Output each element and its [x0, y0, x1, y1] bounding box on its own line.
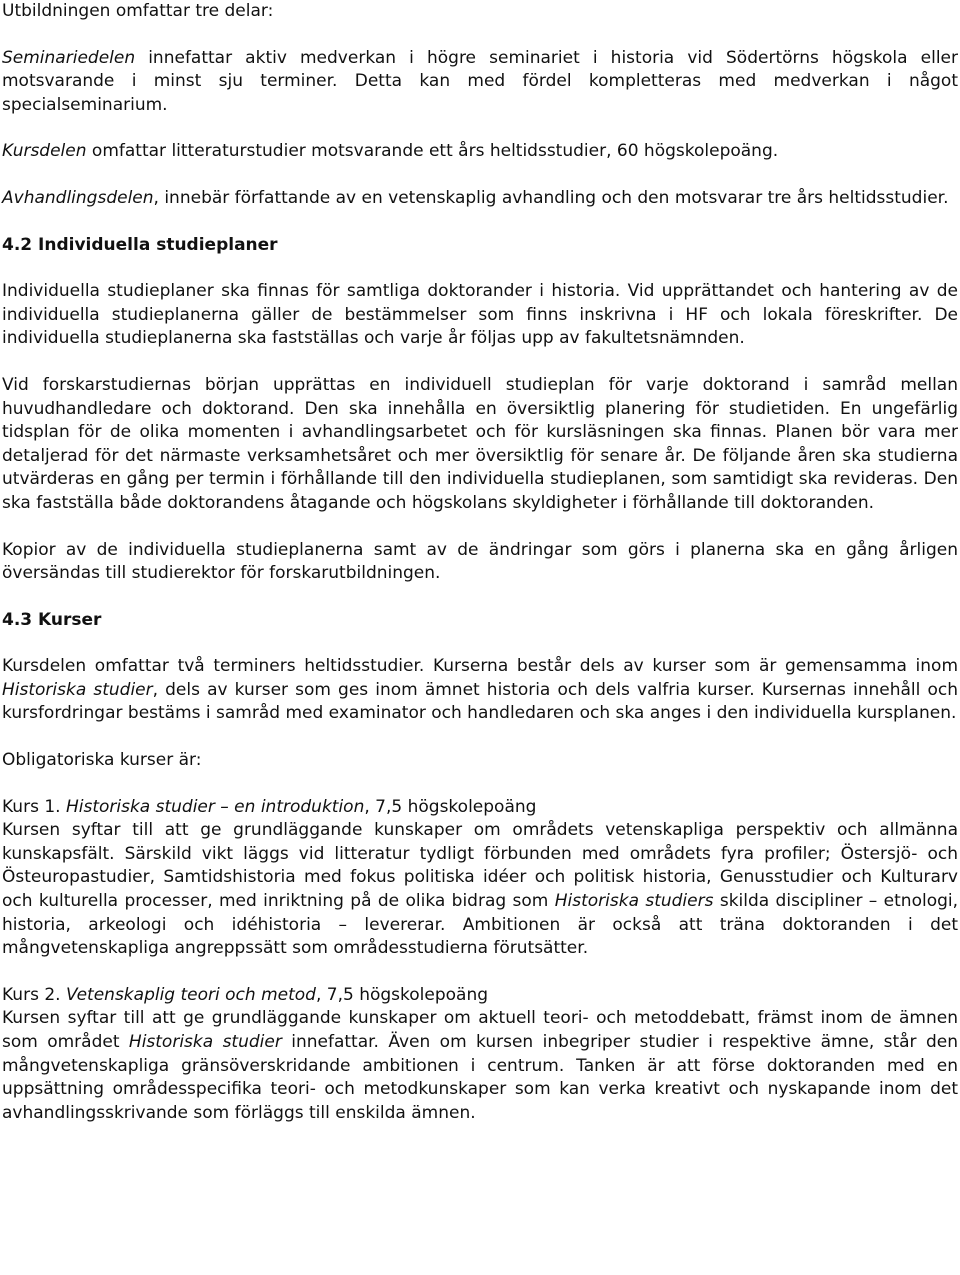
seminar-term: Seminariedelen	[2, 47, 136, 68]
thesis-part-paragraph	[2, 187, 958, 211]
course-part-term: Kursdelen	[2, 141, 87, 162]
course-1-emphasis: Historiska studiers	[554, 891, 714, 912]
document-page	[2, 0, 958, 1125]
study-plan-paragraph-3: Kopior av de individuella studieplanerna samt av de ändringar som görs i planerna ska en gång årligen översändas till studierektor för forskarutbildningen.	[2, 539, 958, 584]
course-2-text-b: innefattar. Även om kursen inbegriper studier i respektive ämne, står den mångvetenskapliga gränsöverskridande ambitionen i centrum. Tanken är att förse doktoranden med en uppsättning områdesspecifika teori- och metodkunskaper som kan verka kreativt och nyskapande inom det avhandlingsskrivande som förläggs till enskilda ämnen.	[2, 1032, 958, 1123]
course-2-title-line	[2, 984, 958, 1008]
course-1-title: Historiska studier – en introduktion	[65, 796, 365, 817]
course-2-title: Vetenskaplig teori och metod	[65, 984, 316, 1005]
course-part-text: omfattar litteraturstudier motsvarande ett års heltidsstudier, 60 högskolepoäng.	[86, 141, 779, 162]
study-plan-paragraph-2: Vid forskarstudiernas början upprättas en individuell studieplan för varje doktorand i samråd mellan huvudhandledare och doktorand. Den ska innehålla en översiktlig planering för studietiden. En ungefärlig tidsplan för de olika momenten i avhandlingsarbetet och för kursläsningen ska finnas. Planen bör vara mer detaljerad för det närmaste verksamhetsåret och mer översiktlig för senare år. De följande åren ska studierna utvärderas en gång per termin i förhållande till den individuella studieplanen, som samtidigt ska revideras. Den ska fastställa både doktorandens åtagande och högskolans skyldigheter i förhållande till doktoranden.	[2, 374, 958, 513]
course-2-description	[2, 1007, 958, 1125]
seminar-text: innefattar aktiv medverkan i högre seminariet i historia vid Södertörns högskola eller motsvarande i minst sju terminer. Detta kan med fördel kompletteras med medverkan i något specialseminarium.	[2, 47, 958, 115]
seminar-paragraph	[2, 47, 958, 118]
section-4-3-heading: 4.3 Kurser	[2, 609, 102, 630]
course-1-credits: , 7,5 högskolepoäng	[364, 796, 537, 817]
course-2-emphasis: Historiska studier	[128, 1032, 282, 1052]
obligatory-courses-label: Obligatoriska kurser är:	[2, 750, 202, 771]
course-part-paragraph	[2, 140, 958, 164]
course-1-prefix: Kurs 1.	[2, 796, 66, 817]
course-2-text-a: Kursen syftar till att ge grundläggande kunskaper om aktuell teori- och metoddebatt, främst inom de ämnen som området	[2, 1008, 958, 1052]
intro-heading: Utbildningen omfattar tre delar:	[2, 1, 274, 21]
courses-emphasis: Historiska studier	[2, 679, 153, 700]
study-plan-paragraph-1: Individuella studieplaner ska finnas för samtliga doktorander i historia. Vid upprättandet och hantering av de individuella studieplanerna gäller de bestämmelser som finns inskrivna i HF och lokala föreskrifter. De individuella studieplanerna ska fastställas och varje år följas upp av fakultetsnämnden.	[2, 281, 958, 349]
thesis-part-text: , innebär författande av en vetenskaplig avhandling och den motsvarar tre års heltidsstudier.	[153, 187, 949, 208]
section-4-2-heading: 4.2 Individuella studieplaner	[2, 234, 278, 255]
courses-text-a: Kursdelen omfattar två terminers heltidsstudier. Kurserna består dels av kurser som är gemensamma inom	[2, 656, 958, 677]
course-2-credits: , 7,5 högskolepoäng	[315, 984, 489, 1005]
thesis-part-term: Avhandlingsdelen	[2, 187, 154, 208]
course-1-text-b: skilda discipliner – etnologi, historia, arkeologi och idéhistoria – levererar. Ambitionen är också att träna doktoranden i det mångvetenskapliga angreppssätt som områdesstudierna förutsätter.	[2, 891, 959, 959]
courses-paragraph	[2, 655, 958, 726]
courses-text-b: , dels av kurser som ges inom ämnet historia och dels valfria kurser. Kursernas innehåll och kursfordringar bestäms i samråd med examinator och handledaren och ska anges i den individuella kursplanen.	[2, 679, 958, 724]
course-1-title-line	[2, 796, 958, 820]
course-1-text-a: Kursen syftar till att ge grundläggande kunskaper om områdets vetenskapliga perspektiv och allmänna kunskapsfält. Särskild vikt läggs vid litteratur tydligt förbunden med områdets fyra profiler; Östersjö- och Östeuropastudier, Samtidshistoria med fokus politiska idéer och politisk historia, Genusstudier och Kulturarv och kulturella processer, med inriktning på de olika bidrag som	[2, 820, 958, 912]
course-2-prefix: Kurs 2.	[2, 984, 66, 1005]
course-1-description	[2, 819, 958, 961]
